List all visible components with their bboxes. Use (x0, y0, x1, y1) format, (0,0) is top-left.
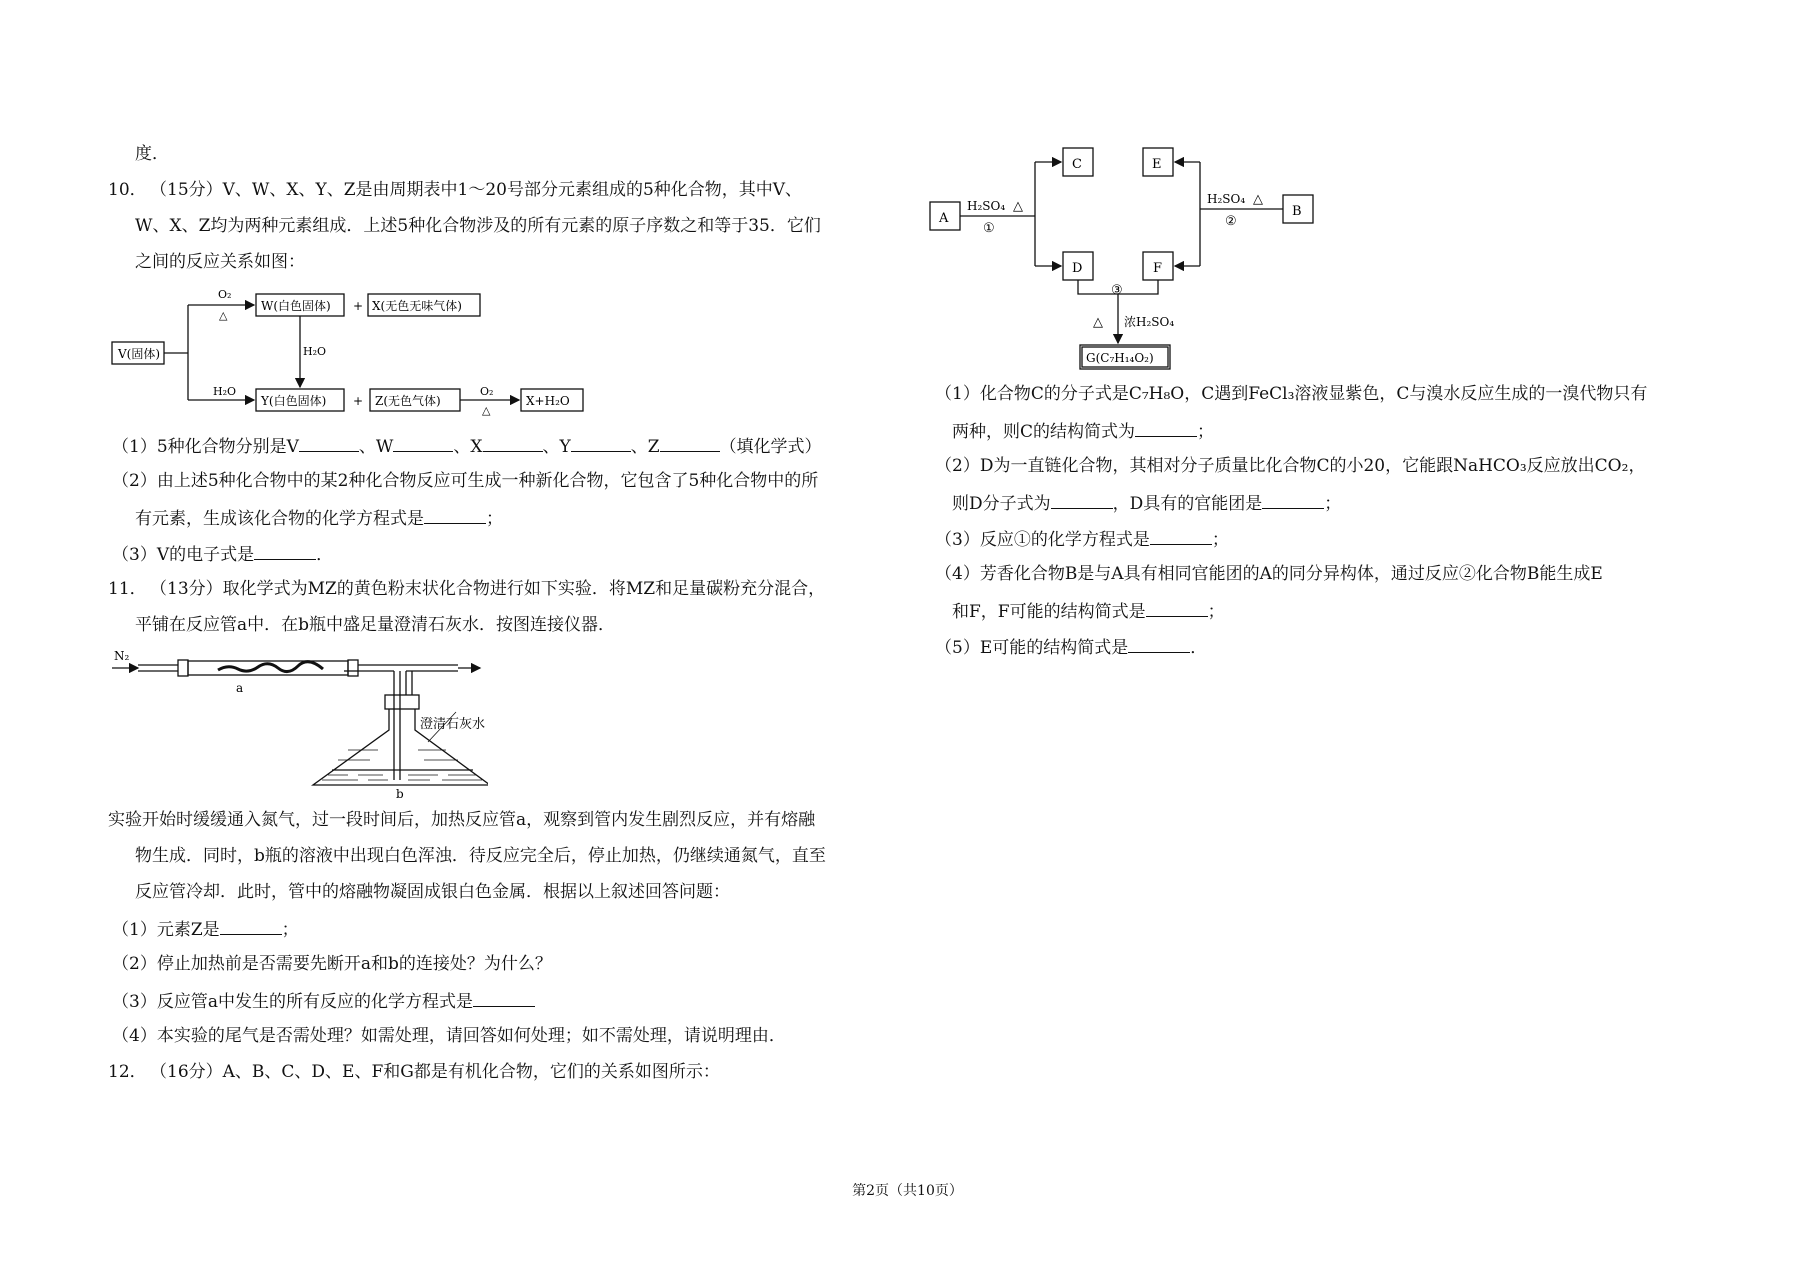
node-a: A (939, 211, 949, 226)
node-d: D (1072, 261, 1083, 276)
label-reaction-3: ③ (1111, 283, 1123, 298)
q12-sub-2-line-1: （2）D为一直链化合物，其相对分子质量比化合物C的小20，它能跟NaHCO₃反应放出CO₂， (935, 456, 1646, 476)
answer-blank-electron[interactable] (254, 541, 316, 560)
label-heat-top: △ (219, 309, 228, 322)
box-x-h2o: X+H₂O (526, 394, 570, 408)
question-11-number: 11． (108, 579, 147, 599)
answer-blank-equation[interactable] (424, 505, 486, 524)
q12-sub-1-line-1: （1）化合物C的分子式是C₇H₈O，C遇到FeCl₃溶液显紫色，C与溴水反应生成的一溴代物只有 (935, 384, 1648, 404)
label-limewater: 澄清石灰水 (420, 717, 486, 732)
answer-blank-f-structure[interactable] (1146, 598, 1208, 617)
label-heat-right: △ (482, 404, 491, 417)
q12-sub-4-line-1: （4）芳香化合物B是与A具有相同官能团的A的同分异构体，通过反应②化合物B能生成E (935, 564, 1603, 584)
q10-sub-2-line-2: 有元素，生成该化合物的化学方程式是 ； (135, 505, 503, 531)
label-o2-right: O₂ (480, 385, 494, 398)
question-12-number: 12． (108, 1062, 147, 1082)
question-10-line-2: W、X、Z均为两种元素组成．上述5种化合物涉及的所有元素的原子序数之和等于35．它们 (135, 216, 821, 236)
label-flask-b: b (396, 787, 404, 800)
q12-sub-3: （3）反应①的化学方程式是 ； (935, 526, 1229, 552)
question-12-line-1: （16分）A、B、C、D、E、F和G都是有机化合物，它们的关系如图所示： (150, 1062, 720, 1082)
node-f: F (1153, 261, 1163, 276)
label-heat-bottom: △ (1093, 315, 1103, 330)
plus-sign-bottom: + (353, 394, 364, 408)
answer-blank-w[interactable] (393, 433, 453, 452)
q10-sub-2-line-1: （2）由上述5种化合物中的某2种化合物反应可生成一种新化合物，它包含了5种化合物中的所 (112, 471, 819, 491)
q11-sub-2: （2）停止加热前是否需要先断开a和b的连接处？为什么？ (112, 954, 552, 974)
answer-blank-d-formula[interactable] (1051, 490, 1113, 509)
label-heat-right: △ (1253, 192, 1263, 207)
q11-sub-3: （3）反应管a中发生的所有反应的化学方程式是 (112, 988, 535, 1014)
label-h2so4-left: H₂SO₄ (967, 199, 1006, 213)
q12-sub-4-line-2: 和F，F可能的结构简式是 ； (952, 598, 1225, 624)
reaction-diagram-q12 (925, 140, 1325, 375)
label-h2so4-right: H₂SO₄ (1207, 192, 1246, 206)
page-footer: 第2页（共10页） (852, 1183, 963, 1199)
answer-blank-d-group[interactable] (1262, 490, 1324, 509)
continuation-text: 度． (135, 144, 169, 164)
question-10-number: 10． (108, 180, 147, 200)
node-g: G(C₇H₁₄O₂) (1086, 351, 1154, 365)
q10-sub-3: （3）V的电子式是 ． (112, 541, 333, 567)
answer-blank-v[interactable] (299, 433, 359, 452)
node-c: C (1072, 157, 1082, 172)
question-11-line-1: （13分）取化学式为MZ的黄色粉末状化合物进行如下实验．将MZ和足量碳粉充分混合， (150, 579, 826, 599)
box-z: Z(无色气体) (375, 394, 441, 408)
answer-blank-reactions[interactable] (473, 988, 535, 1007)
box-y: Y(白色固体) (261, 394, 327, 408)
label-tube-a: a (236, 681, 244, 695)
box-w: W(白色固体) (261, 299, 331, 313)
answer-blank-y[interactable] (571, 433, 631, 452)
label-heat-left: △ (1013, 199, 1023, 214)
q12-sub-2-line-2: 则D分子式为 ，D具有的官能团是 ； (952, 490, 1341, 516)
label-h2o-low: H₂O (213, 385, 237, 398)
node-b: B (1292, 204, 1302, 219)
answer-blank-e-structure[interactable] (1128, 634, 1190, 653)
label-conc-h2so4: 浓H₂SO₄ (1124, 315, 1175, 329)
node-e: E (1152, 157, 1162, 172)
label-o2-top: O₂ (218, 288, 232, 301)
question-11-line-2: 平铺在反应管a中．在b瓶中盛足量澄清石灰水．按图连接仪器． (135, 615, 616, 635)
box-v: V(固体) (118, 347, 161, 361)
q12-sub-1-line-2: 两种，则C的结构简式为 ； (952, 418, 1214, 444)
question-10-line-3: 之间的反应关系如图： (135, 252, 305, 272)
q12-sub-5: （5）E可能的结构简式是 ． (935, 634, 1207, 660)
box-x: X(无色无味气体) (372, 299, 462, 313)
answer-blank-element-z[interactable] (220, 916, 282, 935)
label-h2o-mid: H₂O (303, 345, 327, 358)
plus-sign-top: + (353, 299, 364, 313)
answer-blank-c-structure[interactable] (1135, 418, 1197, 437)
label-n2: N₂ (114, 650, 130, 663)
reaction-diagram-q10 (108, 285, 588, 420)
question-10-line-1: （15分）V、W、X、Y、Z是由周期表中1～20号部分元素组成的5种化合物，其中V、 (150, 180, 803, 200)
q11-paragraph-line-2: 物生成．同时，b瓶的溶液中出现白色浑浊．待反应完全后，停止加热，仍继续通氮气，直至 (135, 846, 826, 866)
answer-blank-z[interactable] (660, 433, 720, 452)
q11-paragraph-line-3: 反应管冷却．此时，管中的熔融物凝固成银白色金属．根据以上叙述回答问题： (135, 882, 730, 902)
apparatus-diagram-q11 (108, 650, 488, 800)
answer-blank-x[interactable] (483, 433, 543, 452)
q11-sub-4: （4）本实验的尾气是否需处理？如需处理，请回答如何处理；如不需处理，请说明理由． (112, 1026, 786, 1046)
q11-paragraph-line-1: 实验开始时缓缓通入氮气，过一段时间后，加热反应管a，观察到管内发生剧烈反应，并有熔融 (108, 810, 816, 830)
q11-sub-1: （1）元素Z是 ； (112, 916, 299, 942)
label-reaction-1: ① (983, 221, 995, 236)
q10-sub-1: （1）5种化合物分别是V 、W 、X 、Y 、Z （填化学式） (112, 433, 822, 459)
label-reaction-2: ② (1225, 214, 1237, 229)
answer-blank-reaction-1[interactable] (1150, 526, 1212, 545)
